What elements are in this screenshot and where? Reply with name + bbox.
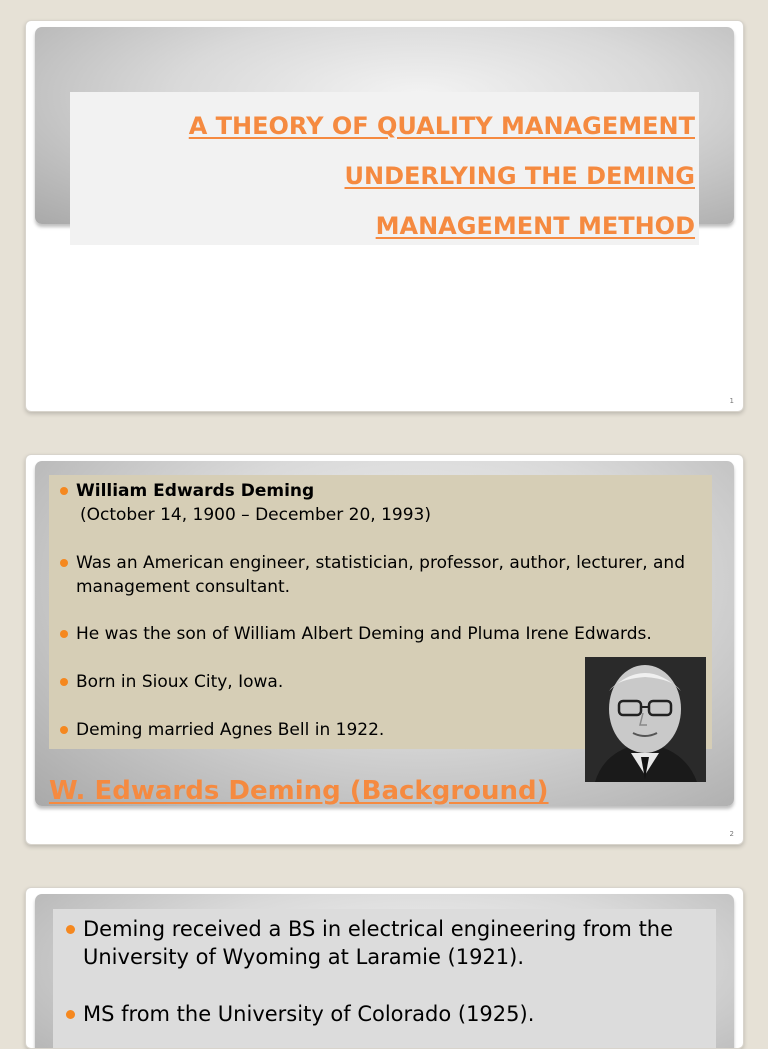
title-box (70, 92, 699, 245)
title-line-2: UNDERLYING THE DEMING (344, 162, 695, 190)
bullet-dot-icon (66, 1010, 75, 1019)
title-line-3: MANAGEMENT METHOD (375, 212, 695, 240)
bullet-dot-icon (60, 726, 68, 734)
bullet-dot-icon (66, 925, 75, 934)
bullet-item (66, 915, 706, 971)
bullet-dot-icon (60, 630, 68, 638)
bullet-text: He was the son of William Albert Deming and Pluma Irene Edwards. (76, 624, 652, 644)
bullet-text: MS from the University of Colorado (1925). (83, 1002, 535, 1026)
bullet-text: Deming received a BS in electrical engineering from the University of Wyoming at Laramie (1921). (83, 917, 674, 969)
bullet-item (60, 622, 706, 646)
bullet-item (60, 479, 706, 527)
slide-number: 1 (729, 397, 734, 405)
bullet-subtext: (October 14, 1900 – December 20, 1993) (80, 505, 431, 525)
title-line-1: A THEORY OF QUALITY MANAGEMENT (188, 112, 695, 140)
bullet-text: Born in Sioux City, Iowa. (76, 672, 284, 692)
slide-1[interactable] (25, 20, 744, 412)
slide-title: W. Edwards Deming (Background) (49, 776, 549, 806)
bullet-text: William Edwards Deming (76, 481, 315, 501)
slide-3[interactable] (25, 887, 744, 1049)
slide-2[interactable] (25, 454, 744, 845)
bullet-dot-icon (60, 559, 68, 567)
bullet-text: Deming married Agnes Bell in 1922. (76, 720, 385, 740)
bullet-text: Was an American engineer, statistician, professor, author, lecturer, and management consultant. (76, 553, 685, 597)
bullet-dot-icon (60, 487, 68, 495)
content-box (53, 909, 716, 1049)
bullet-dot-icon (60, 678, 68, 686)
portrait-icon (585, 657, 706, 782)
portrait-photo (585, 657, 706, 782)
bullet-item (60, 551, 706, 599)
slide-number: 2 (729, 830, 734, 838)
